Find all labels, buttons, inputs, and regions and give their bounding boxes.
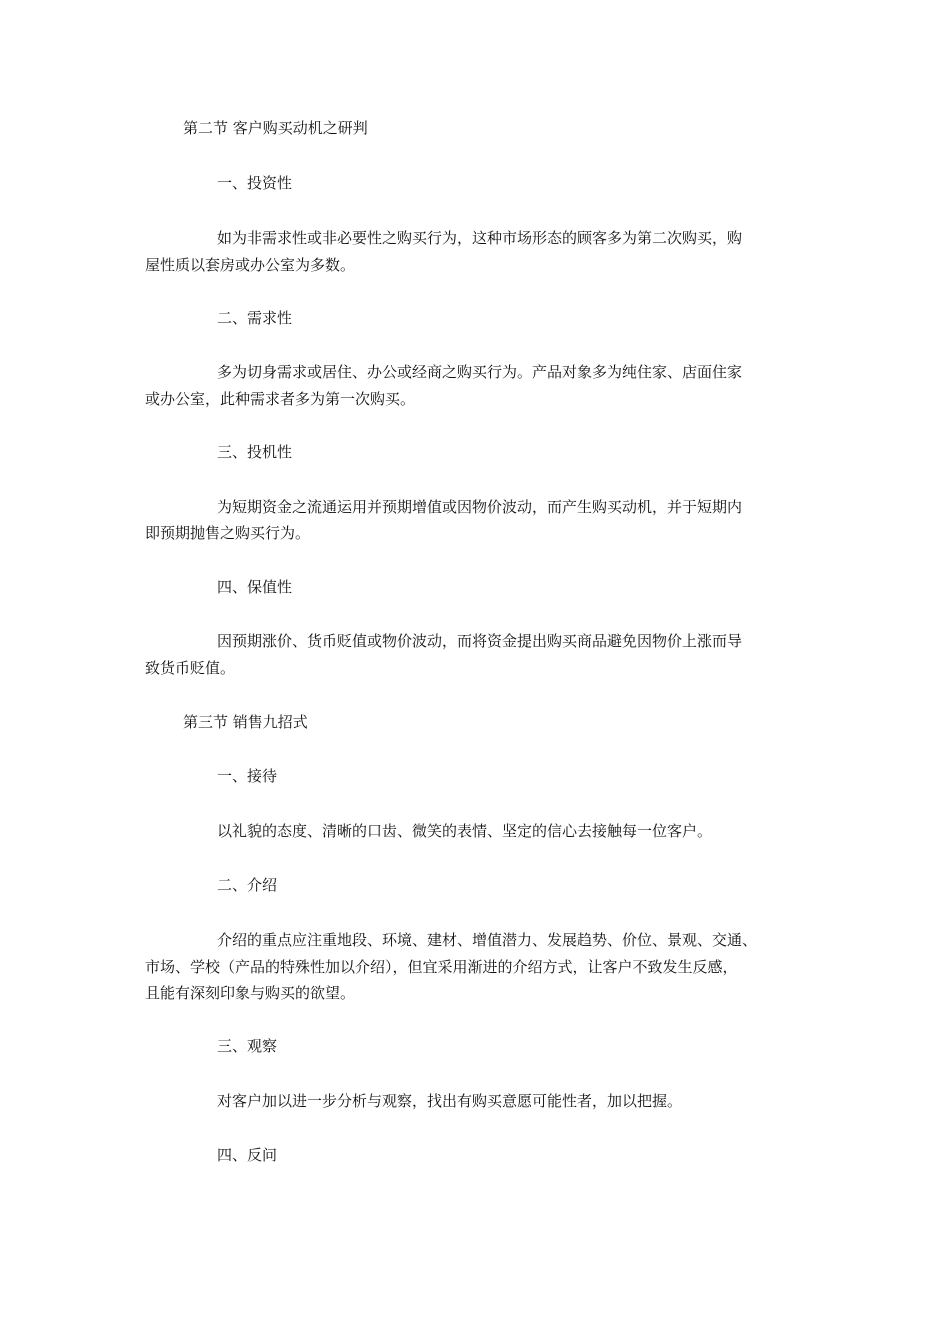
- paragraph-line: 介绍的重点应注重地段、环境、建材、增值潜力、发展趋势、价位、景观、交通、: [217, 931, 758, 949]
- item-heading: 四、保值性: [217, 578, 293, 596]
- paragraph-line: 以礼貌的态度、清晰的口齿、微笑的表情、坚定的信心去接触每一位客户。: [217, 822, 713, 840]
- item-heading: 三、投机性: [217, 443, 293, 461]
- paragraph-line: 即预期抛售之购买行为。: [145, 524, 311, 542]
- paragraph-line: 且能有深刻印象与购买的欲望。: [145, 984, 356, 1002]
- section-title: 第二节 客户购买动机之研判: [183, 119, 368, 137]
- item-heading: 三、观察: [217, 1037, 278, 1055]
- paragraph-line: 为短期资金之流通运用并预期增值或因物价波动，而产生购买动机，并于短期内: [217, 498, 743, 516]
- item-heading: 二、需求性: [217, 309, 293, 327]
- item-heading: 四、反问: [217, 1146, 278, 1164]
- item-heading: 一、接待: [217, 767, 278, 785]
- item-heading: 二、介绍: [217, 876, 278, 894]
- item-heading: 一、投资性: [217, 174, 293, 192]
- paragraph-line: 对客户加以进一步分析与观察，找出有购买意愿可能性者，加以把握。: [217, 1092, 683, 1110]
- paragraph-line: 或办公室，此种需求者多为第一次购买。: [145, 390, 416, 408]
- paragraph-line: 如为非需求性或非必要性之购买行为，这种市场形态的顾客多为第二次购买，购: [217, 229, 743, 247]
- paragraph-line: 市场、学校（产品的特殊性加以介绍），但宜采用渐进的介绍方式，让客户不致发生反感，: [145, 958, 738, 976]
- section-title: 第三节 销售九招式: [183, 713, 308, 731]
- paragraph-line: 因预期涨价、货币贬值或物价波动，而将资金提出购买商品避免因物价上涨而导: [217, 632, 743, 650]
- paragraph-line: 屋性质以套房或办公室为多数。: [145, 256, 356, 274]
- paragraph-line: 致货币贬值。: [145, 659, 236, 677]
- paragraph-line: 多为切身需求或居住、办公或经商之购买行为。产品对象多为纯住家、店面住家: [217, 363, 743, 381]
